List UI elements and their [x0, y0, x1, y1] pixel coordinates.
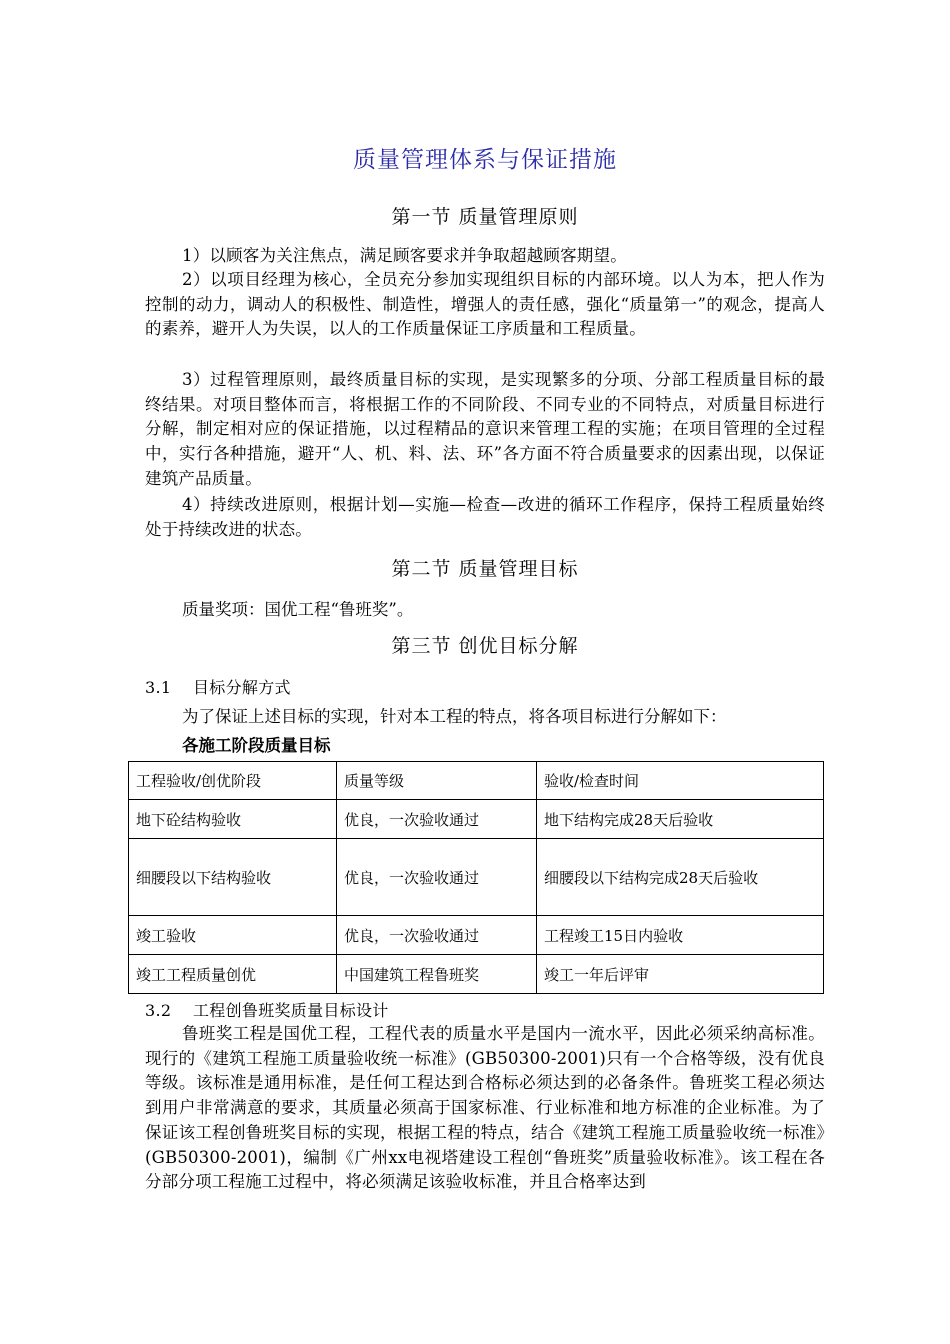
subsection-number: 3.1 [145, 678, 172, 697]
table-row [129, 955, 824, 994]
table-header-row [129, 762, 824, 800]
table-row [129, 916, 824, 955]
table-header-cell: 工程验收/创优阶段 [129, 762, 337, 800]
table-caption: 各施工阶段质量目标 [182, 736, 331, 755]
table-cell: 地下砼结构验收 [129, 800, 337, 839]
subsection-3-2-paragraph: 鲁班奖工程是国优工程，工程代表的质量水平是国内一流水平，因此必须采纳高标准。现行的《建筑工程施工质量验收统一标准》(GB50300-2001)只有一个合格等级，没有优良等级。该标准是通用标准，是任何工程达到合格标必须达到的必备条件。鲁班奖工程必须达到用户非常满意的要求，其质量必须高于国家标准、行业标准和地方标准的企业标准。为了保证该工程创鲁班奖目标的实现，根据工程的特点，结合《建筑工程施工质量验收统一标准》(GB50300-2001)，编制《广州xx电视塔建设工程创“鲁班奖”质量验收标准》。该工程在各分部分项工程施工过程中，将必须满足该验收标准，并且合格率达到 [145, 1024, 825, 1192]
section-1-paragraph-4: 4）持续改进原则，根据计划—实施—检查—改进的循环工作程序，保持工程质量始终处于持续改进的状态。 [145, 495, 825, 539]
document-title: 质量管理体系与保证措施 [353, 147, 617, 173]
section-3-heading: 第三节 创优目标分解 [391, 635, 579, 657]
document-page [136, 0, 825, 1344]
table-cell: 工程竣工15日内验收 [537, 916, 824, 955]
table-cell: 优良，一次验收通过 [337, 916, 537, 955]
table-cell: 竣工一年后评审 [537, 955, 824, 994]
table-header-cell: 验收/检查时间 [537, 762, 824, 800]
quality-award-text: 质量奖项：国优工程“鲁班奖”。 [182, 600, 414, 619]
subsection-3-2-heading [145, 998, 389, 1021]
table-row [129, 800, 824, 839]
section-1-heading: 第一节 质量管理原则 [391, 206, 579, 228]
section-2-heading: 第二节 质量管理目标 [391, 558, 579, 580]
table-cell: 地下结构完成28天后验收 [537, 800, 824, 839]
subsection-number: 3.2 [145, 1001, 172, 1020]
subsection-3-1-heading [145, 675, 291, 698]
table-cell: 优良，一次验收通过 [337, 800, 537, 839]
table-row [129, 839, 824, 916]
section-1-paragraph-1: 1）以顾客为关注焦点，满足顾客要求并争取超越顾客期望。 [182, 246, 627, 265]
subsection-title: 工程创鲁班奖质量目标设计 [193, 1001, 389, 1020]
section-1-paragraph-3: 3）过程管理原则，最终质量目标的实现，是实现繁多的分项、分部工程质量目标的最终结果。对项目整体而言，将根据工作的不同阶段、不同专业的不同特点，对质量目标进行分解，制定相对应的保证措施，以过程精品的意识来管理工程的实施；在项目管理的全过程中，实行各种措施，避开“人、机、料、法、环”各方面不符合质量要求的因素出现，以保证建筑产品质量。 [145, 370, 825, 488]
quality-target-table [128, 761, 824, 994]
table-cell: 竣工工程质量创优 [129, 955, 337, 994]
section-1-paragraph-2: 2）以项目经理为核心，全员充分参加实现组织目标的内部环境。以人为本，把人作为控制的动力，调动人的积极性、制造性，增强人的责任感，强化“质量第一”的观念，提高人的素养，避开人为失误，以人的工作质量保证工序质量和工程质量。 [145, 270, 825, 339]
table-cell: 中国建筑工程鲁班奖 [337, 955, 537, 994]
table-header-cell: 质量等级 [337, 762, 537, 800]
subsection-title: 目标分解方式 [193, 678, 291, 697]
subsection-3-1-text: 为了保证上述目标的实现，针对本工程的特点，将各项目标进行分解如下： [182, 707, 727, 726]
table-cell: 优良，一次验收通过 [337, 839, 537, 916]
table-cell: 竣工验收 [129, 916, 337, 955]
table-cell: 细腰段以下结构验收 [129, 839, 337, 916]
table-cell: 细腰段以下结构完成28天后验收 [537, 839, 824, 916]
